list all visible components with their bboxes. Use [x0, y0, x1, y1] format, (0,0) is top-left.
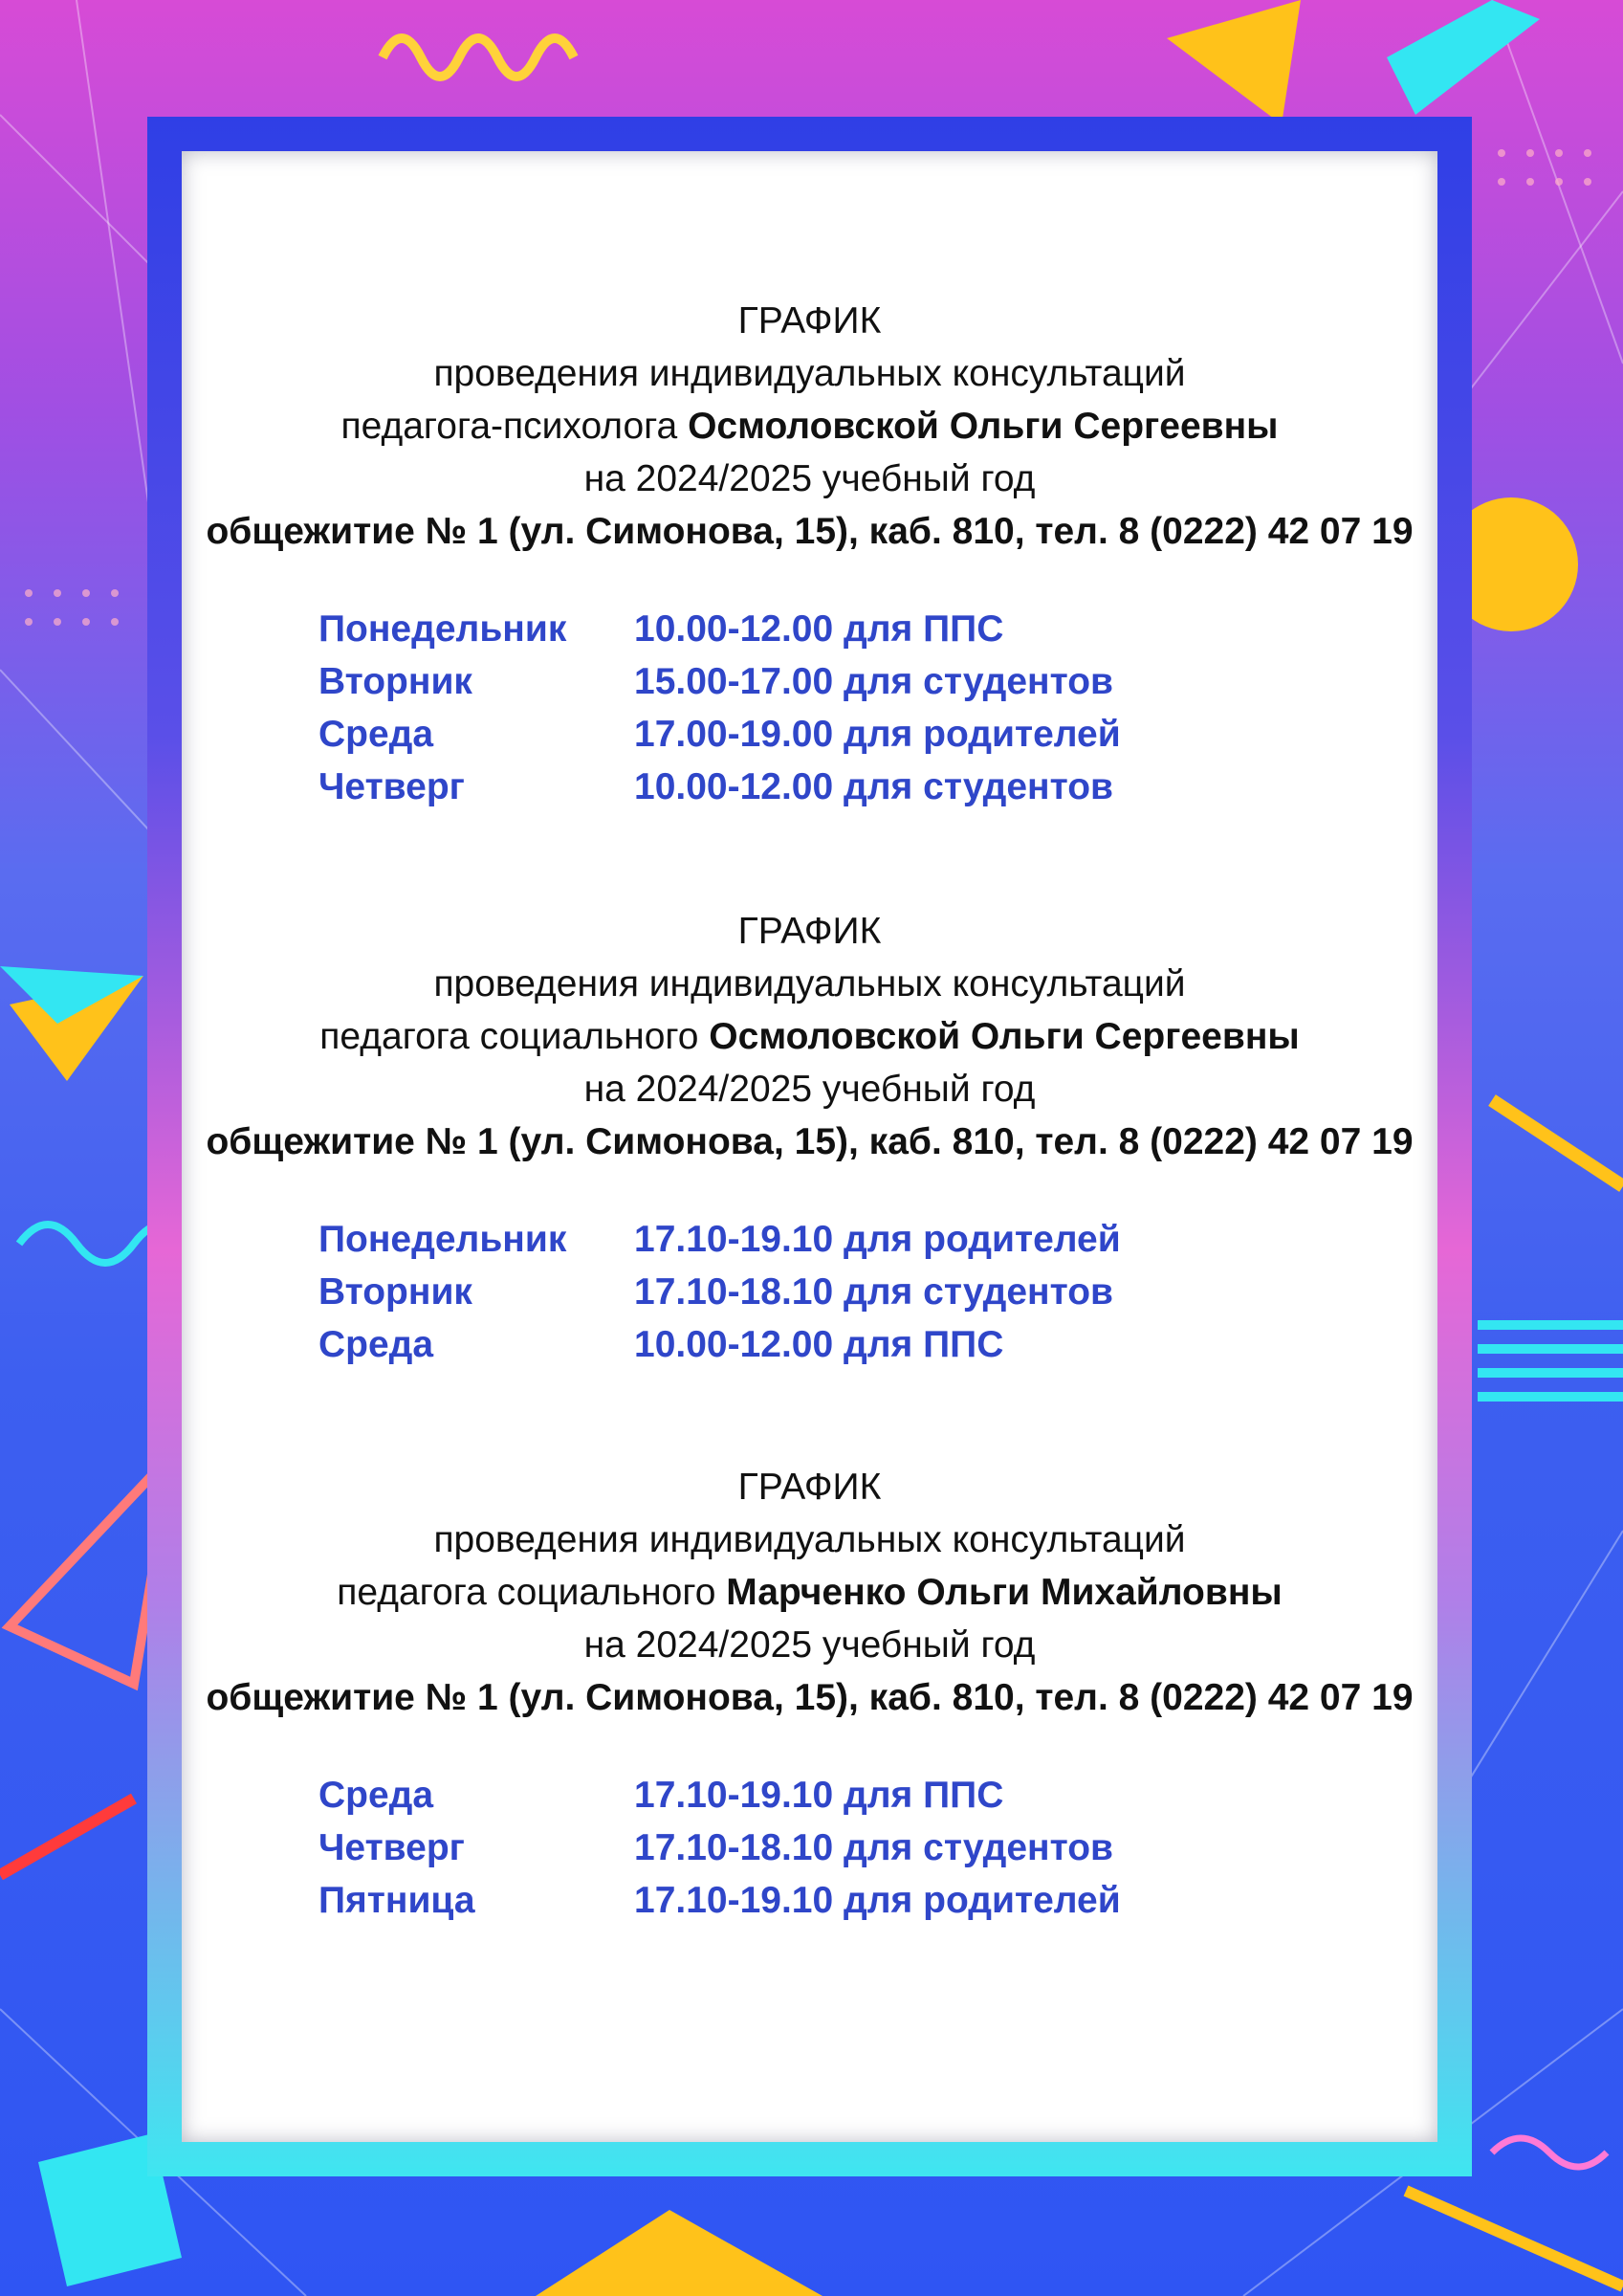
schedule-time: 17.10-19.10 для родителей	[634, 1880, 1121, 1921]
schedule-row	[182, 1821, 1437, 1874]
schedule-sheet	[182, 151, 1437, 2142]
schedule-row	[182, 1213, 1437, 1266]
schedule-row	[182, 603, 1437, 655]
staff-role: педагога социального	[319, 1016, 699, 1057]
schedule-day: Четверг	[318, 1827, 465, 1868]
poster-frame	[147, 117, 1472, 2176]
schedule-time: 10.00-12.00 для студентов	[634, 766, 1114, 807]
schedule-table	[182, 1213, 1437, 1371]
schedule-time: 17.10-18.10 для студентов	[634, 1271, 1114, 1313]
schedule-row	[182, 655, 1437, 708]
schedule-time: 17.10-18.10 для студентов	[634, 1827, 1114, 1868]
section-staff-line	[182, 1566, 1437, 1619]
staff-name: Марченко Ольги Михайловны	[726, 1572, 1283, 1613]
schedule-row	[182, 761, 1437, 813]
section-title: ГРАФИК	[737, 300, 882, 342]
academic-year: на 2024/2025 учебный год	[583, 1069, 1036, 1110]
section-subtitle: проведения индивидуальных консультаций	[433, 963, 1186, 1004]
schedule-day: Понедельник	[318, 1219, 567, 1260]
section-staff-line	[182, 1010, 1437, 1063]
schedule-day: Пятница	[318, 1880, 475, 1921]
schedule-section-social-teacher-2	[182, 1461, 1437, 1927]
schedule-row	[182, 1874, 1437, 1927]
section-subtitle: проведения индивидуальных консультаций	[433, 353, 1186, 394]
office-address: общежитие № 1 (ул. Симонова, 15), каб. 810, тел. 8 (0222) 42 07 19	[206, 511, 1414, 552]
schedule-time: 17.00-19.00 для родителей	[634, 714, 1121, 755]
office-address: общежитие № 1 (ул. Симонова, 15), каб. 810, тел. 8 (0222) 42 07 19	[206, 1121, 1414, 1162]
schedule-day: Среда	[318, 1775, 434, 1816]
office-address: общежитие № 1 (ул. Симонова, 15), каб. 810, тел. 8 (0222) 42 07 19	[206, 1677, 1414, 1718]
schedule-row	[182, 708, 1437, 761]
schedule-table	[182, 603, 1437, 813]
section-title: ГРАФИК	[737, 1467, 882, 1508]
academic-year: на 2024/2025 учебный год	[583, 1624, 1036, 1666]
schedule-row	[182, 1266, 1437, 1318]
schedule-day: Вторник	[318, 661, 472, 702]
schedule-day: Вторник	[318, 1271, 472, 1313]
schedule-time: 10.00-12.00 для ППС	[634, 1324, 1004, 1365]
schedule-section-social-teacher-1	[182, 905, 1437, 1371]
schedule-row	[182, 1769, 1437, 1821]
schedule-row	[182, 1318, 1437, 1371]
schedule-time: 17.10-19.10 для ППС	[634, 1775, 1004, 1816]
section-subtitle: проведения индивидуальных консультаций	[433, 1519, 1186, 1560]
schedule-day: Понедельник	[318, 608, 567, 650]
schedule-time: 15.00-17.00 для студентов	[634, 661, 1114, 702]
schedule-day: Четверг	[318, 766, 465, 807]
schedule-time: 10.00-12.00 для ППС	[634, 608, 1004, 650]
staff-role: педагога социального	[337, 1572, 716, 1613]
schedule-day: Среда	[318, 714, 434, 755]
schedule-time: 17.10-19.10 для родителей	[634, 1219, 1121, 1260]
schedule-day: Среда	[318, 1324, 434, 1365]
staff-name: Осмоловской Ольги Сергеевны	[688, 406, 1279, 447]
staff-name: Осмоловской Ольги Сергеевны	[709, 1016, 1300, 1057]
schedule-section-psychologist	[182, 295, 1437, 813]
section-title: ГРАФИК	[737, 911, 882, 952]
staff-role: педагога-психолога	[340, 406, 678, 447]
schedule-table	[182, 1769, 1437, 1927]
academic-year: на 2024/2025 учебный год	[583, 458, 1036, 499]
section-staff-line	[182, 400, 1437, 453]
